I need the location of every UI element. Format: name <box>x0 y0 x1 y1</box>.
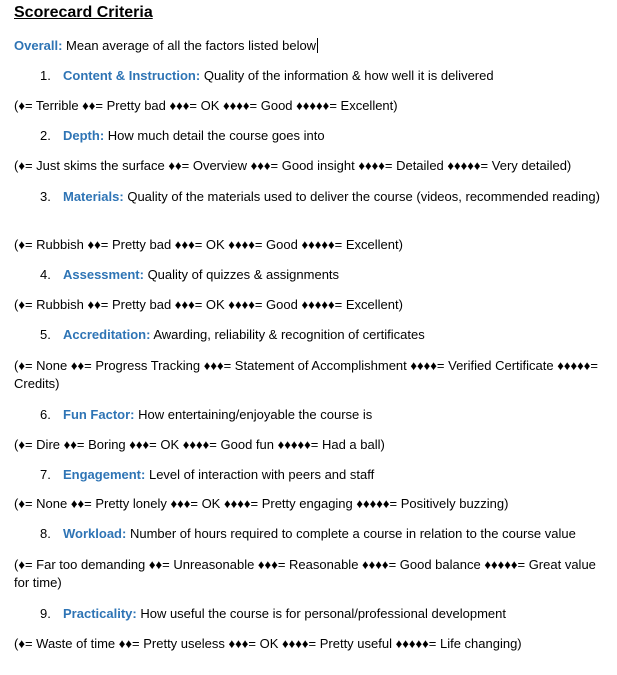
criterion-name: Workload: <box>63 526 127 541</box>
criterion-materials <box>40 188 610 206</box>
text-cursor <box>317 38 318 53</box>
criterion-scale: (♦= Far too demanding ♦♦= Unreasonable ♦♦♦= Reasonable ♦♦♦♦= Good balance ♦♦♦♦♦= Great value for time) <box>14 557 596 590</box>
criterion-depth <box>40 127 610 145</box>
criterion-description: How useful the course is for personal/professional development <box>140 606 506 621</box>
criterion-scale: (♦= Rubbish ♦♦= Pretty bad ♦♦♦= OK ♦♦♦♦= Good ♦♦♦♦♦= Excellent) <box>14 237 403 252</box>
criterion-number: 3. <box>40 189 51 204</box>
criterion-scale: (♦= None ♦♦= Progress Tracking ♦♦♦= Statement of Accomplishment ♦♦♦♦= Verified Certificate ♦♦♦♦♦= Credits) <box>14 358 598 391</box>
criterion-workload <box>40 525 610 543</box>
criterion-description: Quality of quizzes & assignments <box>147 267 340 282</box>
criterion-accreditation <box>40 326 610 344</box>
criterion-engagement <box>40 466 610 484</box>
criterion-number: 5. <box>40 327 51 342</box>
criterion-fun-factor <box>40 406 610 424</box>
criterion-scale: (♦= None ♦♦= Pretty lonely ♦♦♦= OK ♦♦♦♦= Pretty engaging ♦♦♦♦♦= Positively buzzing) <box>14 496 509 511</box>
criterion-assessment <box>40 266 610 284</box>
criterion-number: 4. <box>40 267 51 282</box>
criterion-content-instruction <box>40 67 610 85</box>
criterion-scale: (♦= Dire ♦♦= Boring ♦♦♦= OK ♦♦♦♦= Good fun ♦♦♦♦♦= Had a ball) <box>14 437 385 452</box>
criterion-name: Content & Instruction: <box>63 68 201 83</box>
criterion-description: How entertaining/enjoyable the course is <box>138 407 373 422</box>
criterion-name: Accreditation: <box>63 327 151 342</box>
criterion-name: Engagement: <box>63 467 146 482</box>
overall-line <box>14 37 318 55</box>
criterion-number: 1. <box>40 68 51 83</box>
criterion-name: Fun Factor: <box>63 407 135 422</box>
criterion-practicality <box>40 605 610 623</box>
criterion-number: 8. <box>40 526 51 541</box>
criterion-description: Level of interaction with peers and staff <box>148 467 375 482</box>
criterion-description: Quality of the materials used to deliver the course (videos, recommended reading) <box>127 189 600 204</box>
criterion-number: 9. <box>40 606 51 621</box>
overall-text: Mean average of all the factors listed below <box>66 38 317 53</box>
criterion-scale: (♦= Terrible ♦♦= Pretty bad ♦♦♦= OK ♦♦♦♦= Good ♦♦♦♦♦= Excellent) <box>14 98 398 113</box>
overall-label: Overall: <box>14 38 63 53</box>
criterion-name: Materials: <box>63 189 124 204</box>
criterion-scale: (♦= Rubbish ♦♦= Pretty bad ♦♦♦= OK ♦♦♦♦= Good ♦♦♦♦♦= Excellent) <box>14 297 403 312</box>
criterion-description: Number of hours required to complete a course in relation to the course value <box>129 526 576 541</box>
criterion-scale: (♦= Waste of time ♦♦= Pretty useless ♦♦♦= OK ♦♦♦♦= Pretty useful ♦♦♦♦♦= Life changing) <box>14 636 522 651</box>
criterion-name: Depth: <box>63 128 105 143</box>
criterion-number: 2. <box>40 128 51 143</box>
criterion-description: Awarding, reliability & recognition of certificates <box>153 327 425 342</box>
criterion-scale: (♦= Just skims the surface ♦♦= Overview ♦♦♦= Good insight ♦♦♦♦= Detailed ♦♦♦♦♦= Very detailed) <box>14 158 572 173</box>
criterion-name: Practicality: <box>63 606 137 621</box>
criterion-description: How much detail the course goes into <box>107 128 325 143</box>
criterion-description: Quality of the information & how well it is delivered <box>203 68 494 83</box>
criterion-number: 7. <box>40 467 51 482</box>
criterion-name: Assessment: <box>63 267 144 282</box>
criterion-number: 6. <box>40 407 51 422</box>
page-title: Scorecard Criteria <box>14 4 153 21</box>
